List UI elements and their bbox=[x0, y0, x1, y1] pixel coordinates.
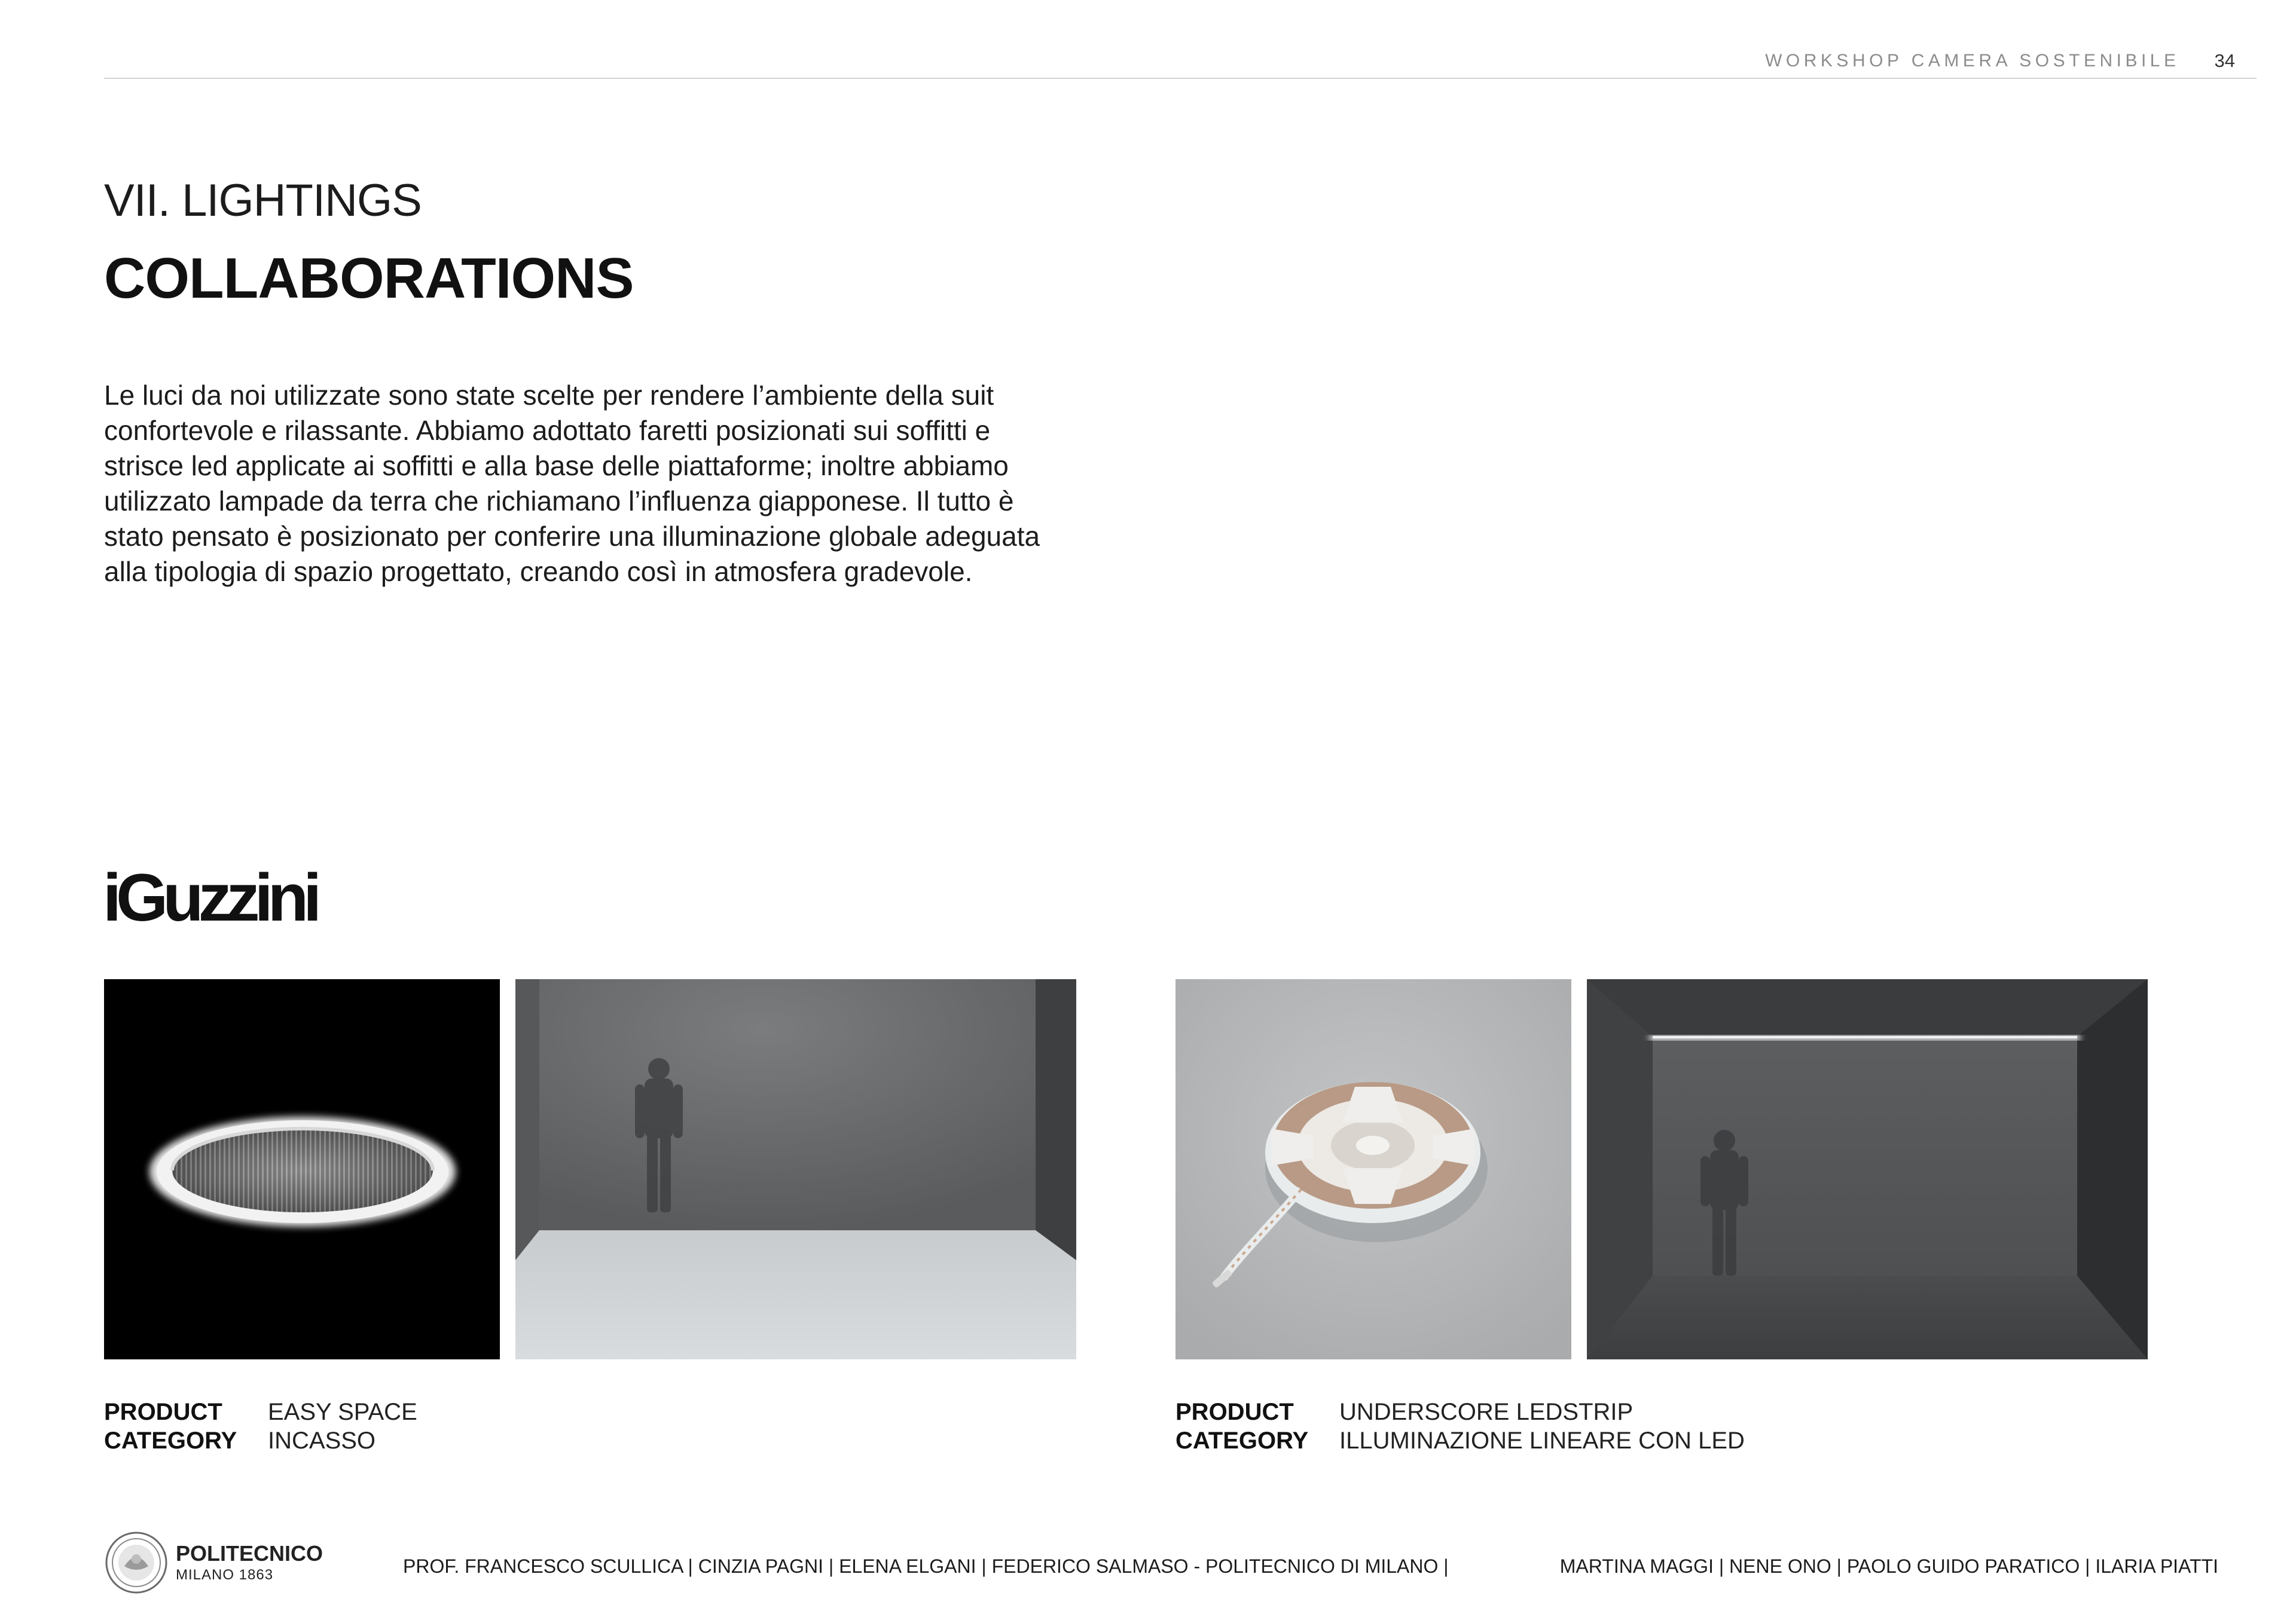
logo-name: POLITECNICO bbox=[176, 1541, 323, 1566]
spec-key: CATEGORY bbox=[1176, 1428, 1309, 1454]
credits-professors: PROF. FRANCESCO SCULLICA | CINZIA PAGNI | ELENA ELGANI | FEDERICO SALMASO - POLITECNICO DI MILANO | bbox=[403, 1555, 1449, 1577]
intro-line: Le luci da noi utilizzate sono state scelte per rendere l’ambiente della suit bbox=[104, 380, 994, 411]
spec-key: CATEGORY bbox=[104, 1428, 237, 1454]
logo-text bbox=[176, 1541, 323, 1584]
intro-paragraph bbox=[104, 378, 1120, 589]
intro-line: confortevole e rilassante. Abbiamo adottato faretti posizionati sui soffitti e bbox=[104, 415, 991, 446]
spec-key: PRODUCT bbox=[104, 1399, 222, 1425]
page-number: 34 bbox=[2214, 50, 2235, 71]
spec-row-product bbox=[1176, 1398, 1745, 1426]
header-rule bbox=[104, 78, 2257, 79]
spec-value: INCASSO bbox=[268, 1428, 376, 1454]
logo-subtitle: MILANO 1863 bbox=[176, 1567, 274, 1583]
spec-value: ILLUMINAZIONE LINEARE CON LED bbox=[1339, 1428, 1745, 1454]
spec-value: UNDERSCORE LEDSTRIP bbox=[1339, 1399, 1634, 1425]
spec-key: PRODUCT bbox=[1176, 1399, 1294, 1425]
spec-row-category bbox=[104, 1426, 417, 1455]
section-title: COLLABORATIONS bbox=[104, 246, 634, 310]
spec-row-category bbox=[1176, 1426, 1745, 1455]
credits-students: MARTINA MAGGI | NENE ONO | PAOLO GUIDO PARATICO | ILARIA PIATTI bbox=[1559, 1555, 2218, 1577]
politecnico-logo bbox=[104, 1530, 323, 1595]
intro-line: strisce led applicate ai soffitti e alla base delle piattaforme; inoltre abbiamo bbox=[104, 450, 1009, 481]
ledstrip-product-image bbox=[1176, 979, 1571, 1359]
page-header bbox=[1765, 49, 2235, 73]
intro-line: alla tipologia di spazio progettato, creando così in atmosfera gradevole. bbox=[104, 556, 973, 587]
iguzzini-logo: iGuzzini bbox=[103, 860, 317, 935]
spec-row-product bbox=[104, 1398, 417, 1426]
spec-value: EASY SPACE bbox=[268, 1399, 417, 1425]
intro-line: stato pensato è posizionato per conferire una illuminazione globale adeguata bbox=[104, 521, 1040, 552]
intro-line: utilizzato lampade da terra che richiamano l’influenza giapponese. Il tutto è bbox=[104, 485, 1014, 516]
easy-space-render-image bbox=[515, 979, 1076, 1359]
section-label: VII. LIGHTINGS bbox=[104, 175, 422, 226]
university-seal-icon bbox=[104, 1530, 169, 1595]
ledstrip-render-image bbox=[1587, 979, 2148, 1359]
easy-space-product-image bbox=[104, 979, 500, 1359]
product-specs-ledstrip bbox=[1176, 1398, 1745, 1455]
running-title: WORKSHOP CAMERA SOSTENIBILE bbox=[1765, 51, 2180, 71]
product-specs-easy-space bbox=[104, 1398, 417, 1455]
